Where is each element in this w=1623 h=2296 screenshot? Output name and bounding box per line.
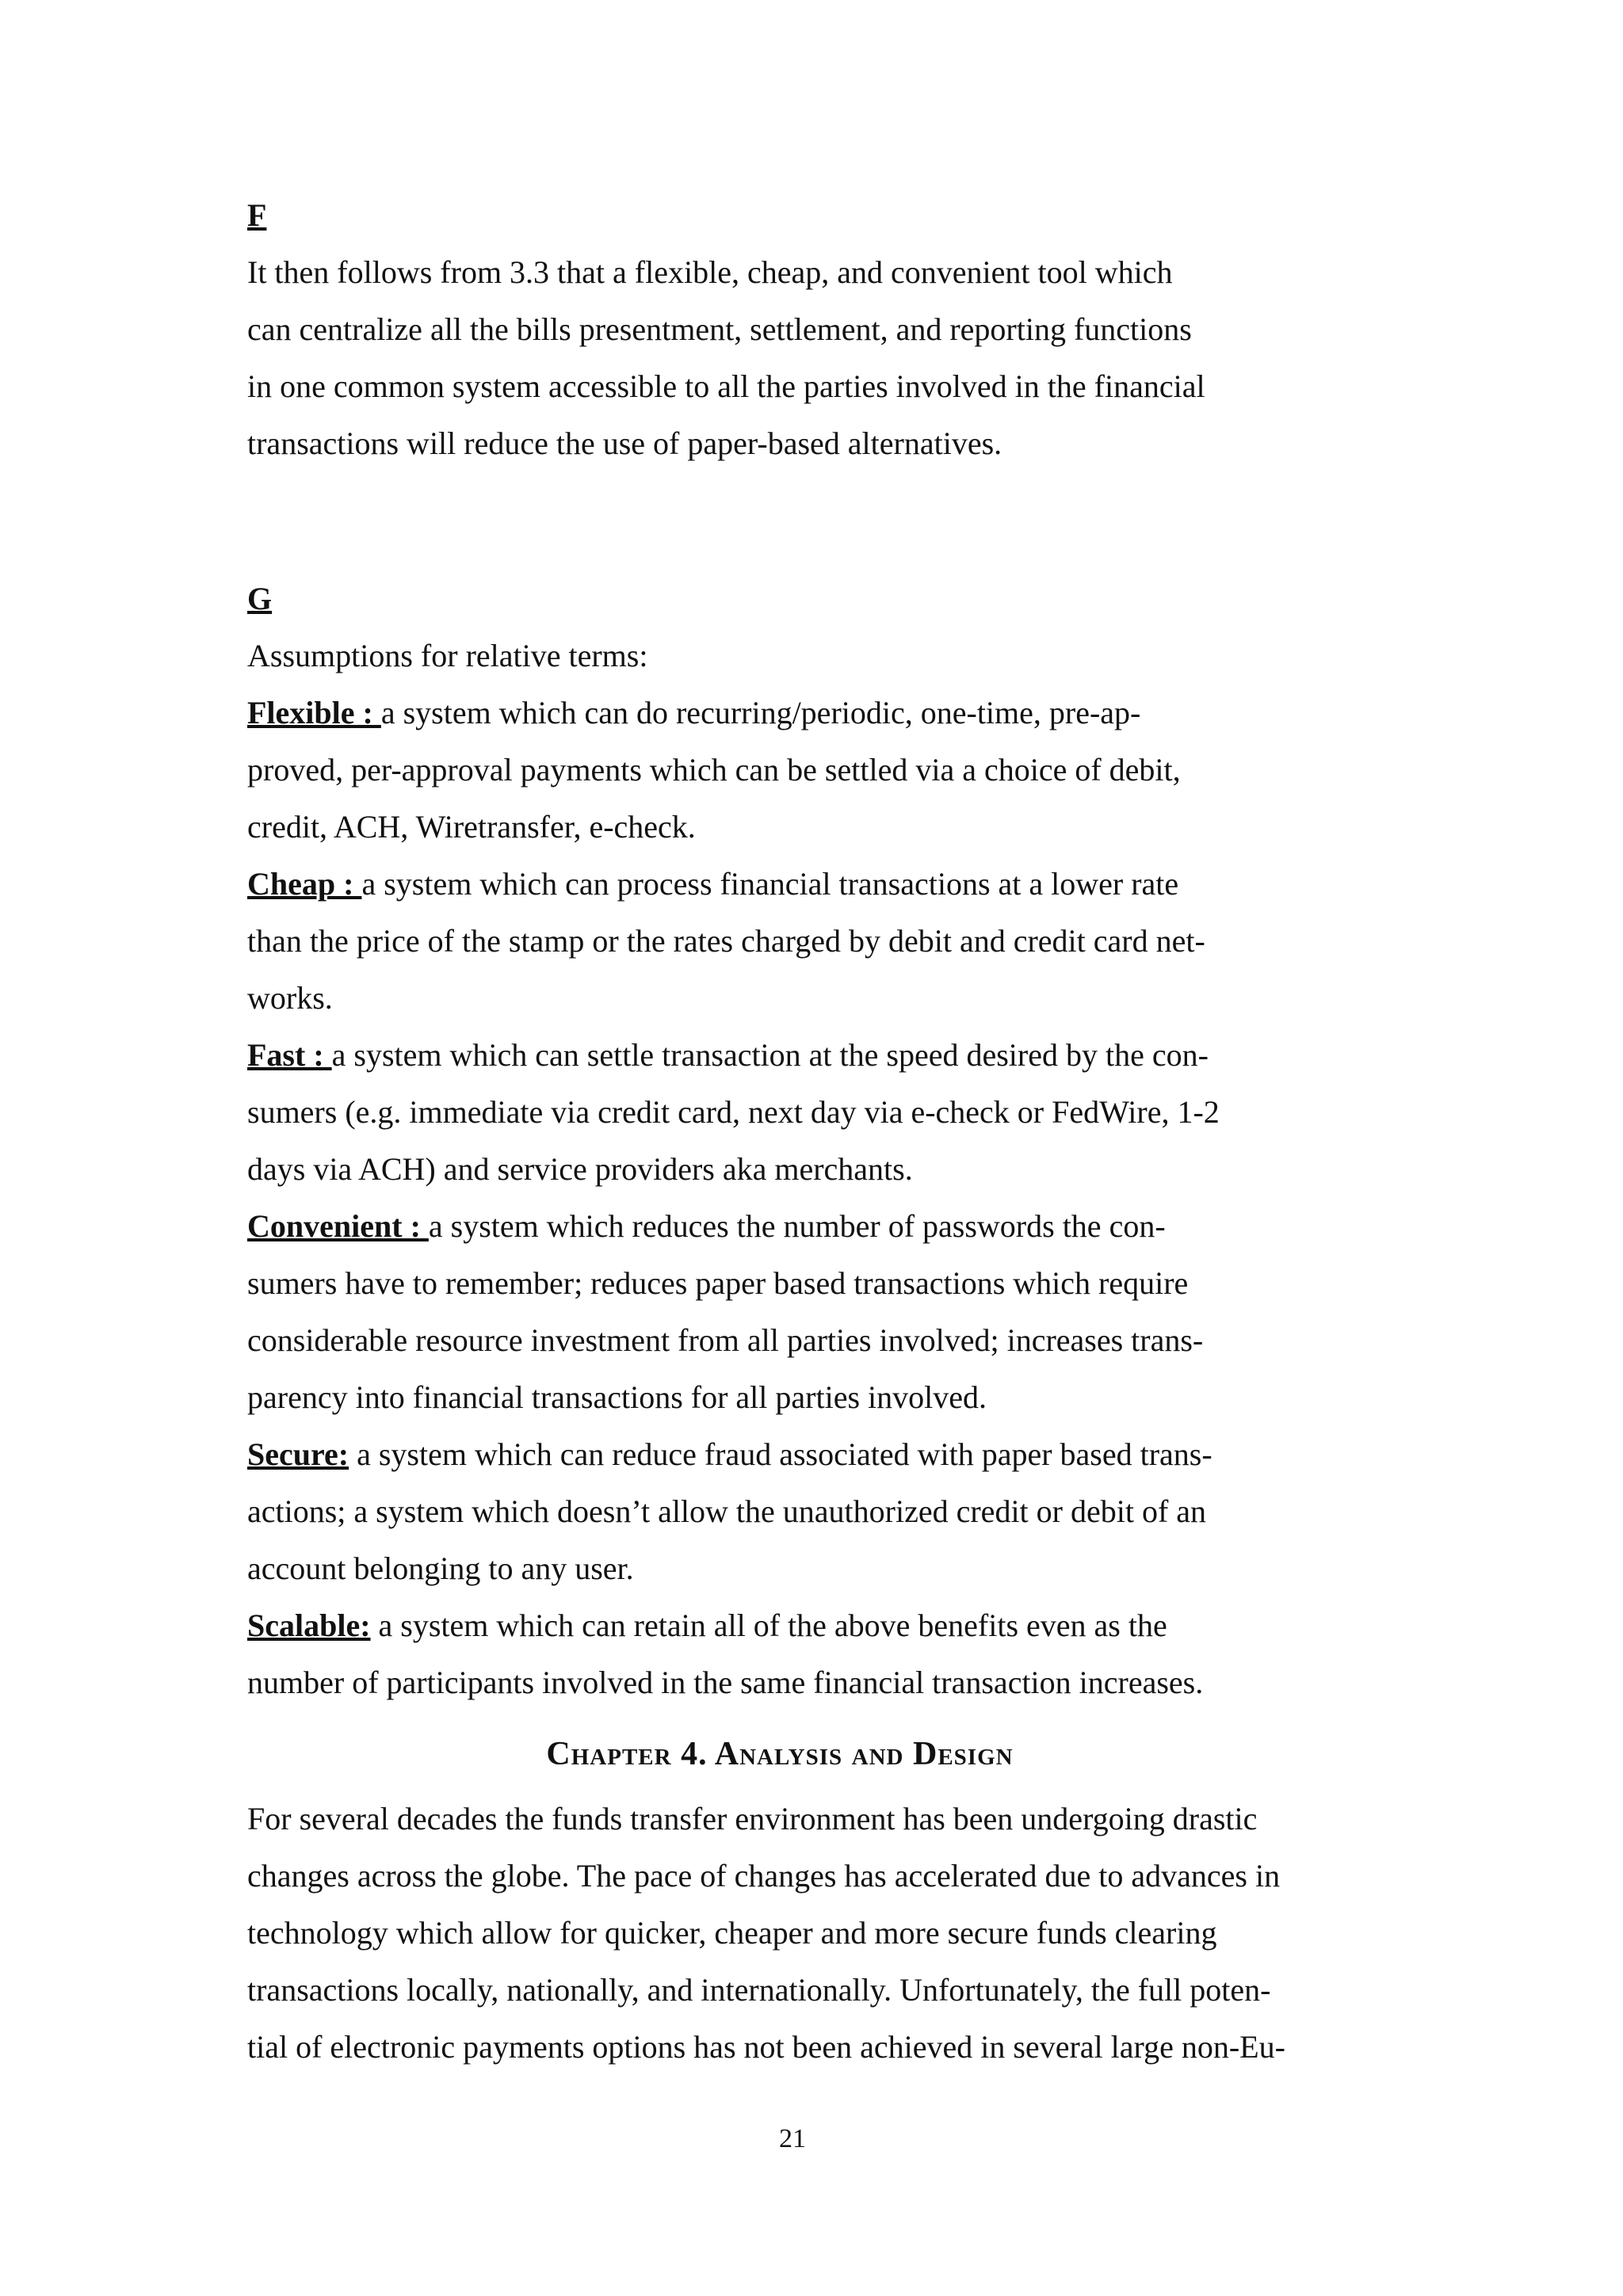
definition-term: Fast : (247, 1037, 332, 1073)
definition-text: a system which reduces the number of passwords the con- (428, 1208, 1166, 1244)
text-line: transactions locally, nationally, and internationally. Unfortunately, the full poten- (247, 1972, 1271, 2008)
text-line: transactions will reduce the use of paper-based alternatives. (247, 425, 1002, 461)
text-line: account belonging to any user. (247, 1550, 634, 1586)
definition-cheap (247, 856, 1349, 1027)
text-line: actions; a system which doesn’t allow the unauthorized credit or debit of an (247, 1493, 1207, 1529)
definition-text: a system which can reduce fraud associated with paper based trans- (349, 1436, 1212, 1472)
definition-first-line (247, 1027, 1349, 1084)
text-line: technology which allow for quicker, cheaper and more secure funds clearing (247, 1915, 1217, 1951)
definition-text: a system which can do recurring/periodic, one-time, pre-ap- (380, 695, 1141, 730)
definition-text: a system which can settle transaction at the speed desired by the con- (331, 1037, 1209, 1073)
chapter-heading: Chapter 4. Analysis and Design (546, 1736, 1014, 1772)
text-line: in one common system accessible to all the parties involved in the financial (247, 368, 1205, 404)
text-line: It then follows from 3.3 that a flexible, cheap, and convenient tool which (247, 254, 1173, 290)
definition-first-line (247, 1426, 1349, 1483)
definition-first-line (247, 685, 1349, 742)
section-spacer (247, 472, 1349, 570)
text-line: number of participants involved in the same financial transaction increases. (247, 1665, 1204, 1700)
section-g-intro: Assumptions for relative terms: (247, 638, 648, 673)
text-line: For several decades the funds transfer environment has been undergoing drastic (247, 1801, 1258, 1836)
text-line: sumers have to remember; reduces paper based transactions which require (247, 1265, 1189, 1301)
definition-term: Scalable: (247, 1608, 371, 1643)
text-line: proved, per-approval payments which can be settled via a choice of debit, (247, 752, 1181, 788)
section-f-paragraph (247, 244, 1349, 472)
text-line: considerable resource investment from all parties involved; increases trans- (247, 1322, 1204, 1358)
definition-flexible (247, 685, 1349, 856)
definition-term: Convenient : (247, 1208, 429, 1244)
definition-term: Cheap : (247, 866, 362, 902)
definition-fast (247, 1027, 1349, 1198)
text-line: changes across the globe. The pace of changes has accelerated due to advances in (247, 1858, 1281, 1894)
definition-first-line (247, 856, 1349, 913)
definition-convenient (247, 1198, 1349, 1426)
text-line: can centralize all the bills presentment, settlement, and reporting functions (247, 311, 1192, 347)
definition-scalable (247, 1597, 1349, 1711)
definition-first-line (247, 1597, 1349, 1654)
chapter-paragraph (247, 1791, 1349, 2076)
definition-text: a system which can process financial transactions at a lower rate (361, 866, 1179, 902)
text-line: than the price of the stamp or the rates charged by debit and credit card net- (247, 923, 1205, 959)
section-f-heading: F (247, 197, 267, 233)
text-line: parency into financial transactions for all parties involved. (247, 1379, 987, 1415)
text-line: days via ACH) and service providers aka merchants. (247, 1151, 913, 1187)
text-line: tial of electronic payments options has not been achieved in several large non-Eu- (247, 2029, 1285, 2065)
text-line: credit, ACH, Wiretransfer, e-check. (247, 809, 696, 845)
text-line: sumers (e.g. immediate via credit card, next day via e-check or FedWire, 1-2 (247, 1094, 1220, 1130)
definition-term: Secure: (247, 1436, 349, 1472)
definition-first-line (247, 1198, 1349, 1255)
definition-secure (247, 1426, 1349, 1597)
definition-term: Flexible : (247, 695, 381, 730)
definition-text: a system which can retain all of the above benefits even as the (370, 1608, 1167, 1643)
section-g-heading: G (247, 581, 273, 616)
page-content (247, 187, 1349, 2076)
page-number: 21 (779, 2124, 806, 2153)
text-line: works. (247, 980, 333, 1016)
